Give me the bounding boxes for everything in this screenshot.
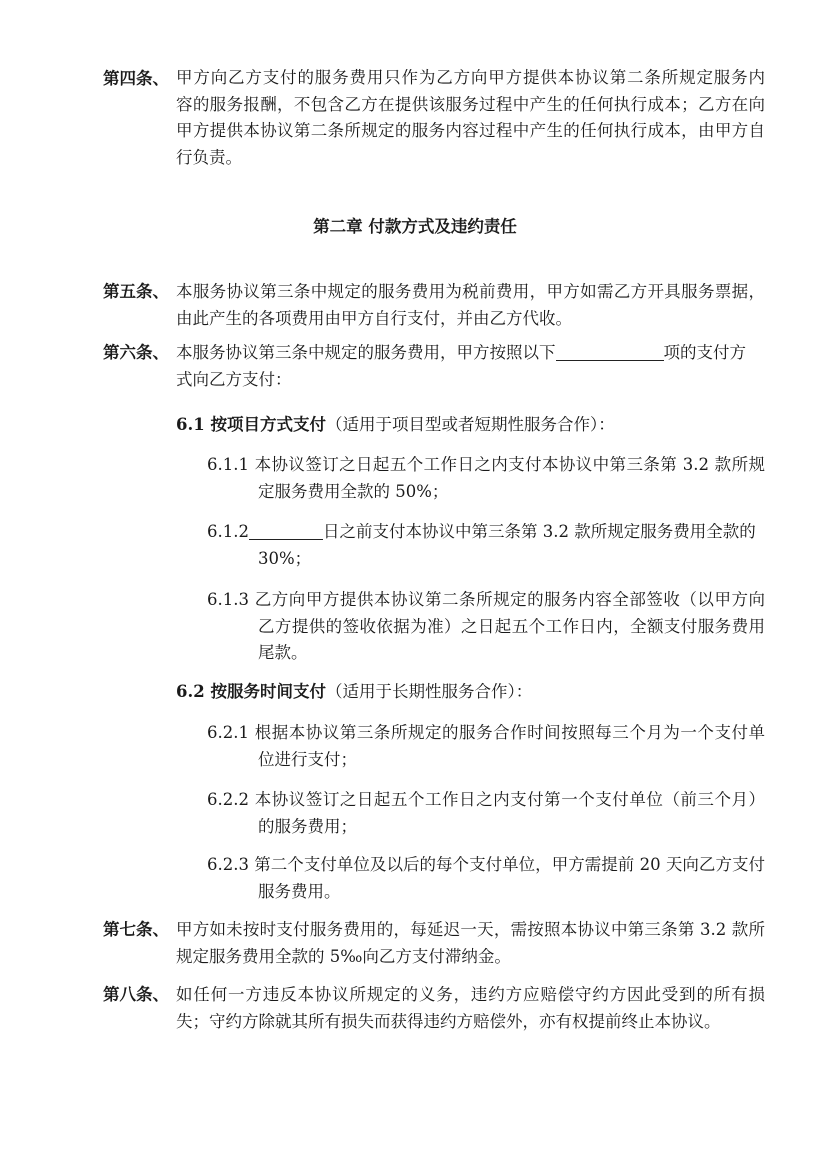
- article-label: 第七条、: [103, 920, 169, 939]
- blank-field[interactable]: [249, 521, 323, 540]
- text-line: 甲方提供本协议第二条所规定的服务内容过程中产生的任何执行成本，由甲方自: [176, 121, 765, 141]
- article-body: [176, 917, 765, 970]
- text-line: 6.2.2 本协议签订之日起五个工作日之内支付第一个支付单位（前三个月）: [207, 790, 765, 809]
- article-body: [176, 340, 765, 393]
- chapter-heading: 第二章 付款方式及违约责任: [313, 217, 517, 236]
- clause-6-1-1: [207, 452, 765, 505]
- clause-6-2-1: [207, 720, 765, 773]
- text-line: 规定服务费用全款的 5‰向乙方支付滞纳金。: [176, 946, 511, 966]
- text-line: 6.1.1 本协议签订之日起五个工作日之内支付本协议中第三条第 3.2 款所规: [207, 455, 765, 474]
- section-6-1-heading: [176, 412, 765, 439]
- text-line: 30%；: [258, 548, 312, 568]
- section-title: 6.2 按服务时间支付: [176, 682, 326, 701]
- article-body: [176, 65, 765, 172]
- text-line: 本服务协议第三条中规定的服务费用为税前费用，甲方如需乙方开具服务票据，: [176, 282, 765, 301]
- section-title: 6.1 按项目方式支付: [176, 415, 326, 434]
- section-note: （适用于项目型或者短期性服务合作）：: [325, 415, 615, 434]
- text-line: 乙方提供的签收依据为准）之日起五个工作日内，全额支付服务费用: [258, 616, 765, 636]
- text-line: 由此产生的各项费用由甲方自行支付，并由乙方代收。: [176, 308, 572, 328]
- text-line: 尾款。: [258, 643, 308, 663]
- article-body: [176, 982, 765, 1035]
- text-line: 的服务费用；: [258, 816, 357, 836]
- text-line: 6.2.1 根据本协议第三条所规定的服务合作时间按照每三个月为一个支付单: [207, 723, 765, 742]
- text-line: 式向乙方支付：: [176, 369, 292, 389]
- text-line: 服务费用。: [258, 881, 341, 901]
- article-label: 第八条、: [103, 985, 169, 1004]
- text-line: 6.2.3 第二个支付单位及以后的每个支付单位，甲方需提前 20 天向乙方支付: [207, 855, 765, 874]
- text-line: 失；守约方除就其所有损失而获得违约方赔偿外，亦有权提前终止本协议。: [176, 1011, 721, 1031]
- text-line: 行负责。: [176, 148, 242, 168]
- clause-6-1-2: [207, 519, 765, 572]
- clause-6-1-3: [207, 587, 765, 667]
- text-line: 甲方如未按时支付服务费用的，每延迟一天，需按照本协议中第三条第 3.2 款所: [176, 920, 765, 939]
- text-line: 定服务费用全款的 50%；: [258, 481, 449, 501]
- text: 项的支付方: [663, 343, 746, 362]
- text-line: 甲方向乙方支付的服务费用只作为乙方向甲方提供本协议第二条所规定服务内: [176, 68, 765, 87]
- section-note: （适用于长期性服务合作）：: [325, 682, 533, 701]
- text: 本服务协议第三条中规定的服务费用，甲方按照以下: [176, 343, 556, 362]
- section-6-2-heading: [176, 679, 765, 706]
- article-label: 第六条、: [103, 343, 169, 362]
- clause-6-2-3: [207, 852, 765, 905]
- clause-6-2-2: [207, 787, 765, 840]
- text-line: 如任何一方违反本协议所规定的义务，违约方应赔偿守约方因此受到的所有损: [176, 985, 765, 1004]
- article-label: 第四条、: [103, 69, 169, 88]
- text-line: 位进行支付；: [258, 749, 357, 769]
- article-label: 第五条、: [103, 282, 169, 301]
- text-line: 6.1.3 乙方向甲方提供本协议第二条所规定的服务内容全部签收（以甲方向: [207, 590, 765, 609]
- article-body: [176, 279, 765, 332]
- text: 6.1.2: [207, 522, 249, 541]
- text-line: 容的服务报酬，不包含乙方在提供该服务过程中产生的任何执行成本；乙方在向: [176, 94, 765, 114]
- text: 日之前支付本协议中第三条第 3.2 款所规定服务费用全款的: [322, 522, 756, 541]
- blank-field[interactable]: [556, 342, 664, 361]
